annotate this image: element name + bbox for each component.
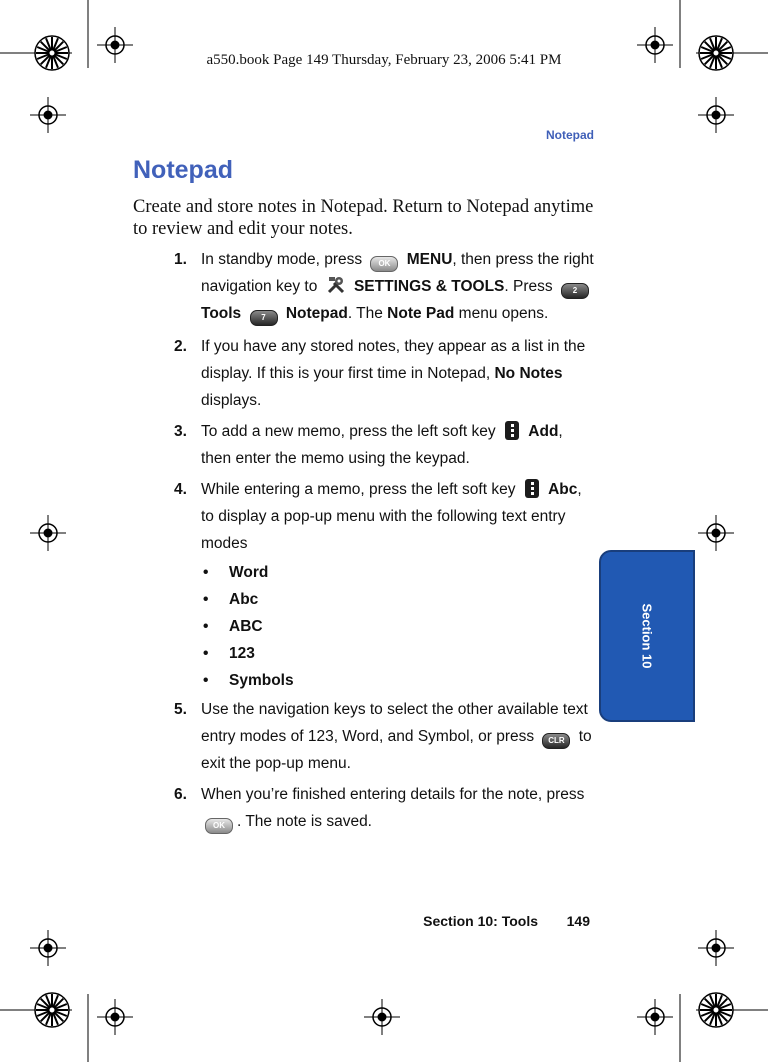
step-5 <box>174 696 594 777</box>
step-text: Use the navigation keys to select the other available text entry modes of 123, Word, and Symbol, or press CLR to exit the pop-up menu. <box>201 701 592 772</box>
step-2 <box>174 333 594 414</box>
section-tab <box>599 550 695 722</box>
ok-key-icon: OK <box>205 818 233 834</box>
text-mode-list <box>201 559 594 694</box>
clr-key-icon: CLR <box>542 733 570 749</box>
step-number: 6. <box>174 786 187 803</box>
step-text: In standby mode, press OK MENU, then press the right navigation key to SETTINGS & TOOLS. Press 2 Tools 7 Notepad. The Note Pad menu opens. <box>201 246 594 327</box>
intro-paragraph: Create and store notes in Notepad. Return to Notepad anytime to review and edit your notes. <box>133 197 594 239</box>
page-number: 149 <box>566 913 590 929</box>
step-6 <box>174 781 594 835</box>
list-item: • 123 <box>201 640 594 667</box>
step-text: If you have any stored notes, they appear as a list in the display. If this is your first time in Notepad, No Notes displays. <box>201 338 586 409</box>
list-item: • ABC <box>201 613 594 640</box>
key-2-icon: 2 <box>561 283 589 299</box>
step-number: 1. <box>174 251 187 268</box>
step-text: While entering a memo, press the left soft key Abc, to display a pop-up menu with the following text entry modes <box>201 481 582 552</box>
step-number: 4. <box>174 481 187 498</box>
section-tab-label: Section 10 <box>639 603 655 669</box>
steps-list <box>174 246 594 835</box>
list-item: • Abc <box>201 586 594 613</box>
running-head: Notepad <box>546 128 594 142</box>
step-4 <box>174 476 594 557</box>
settings-tools-icon <box>326 275 346 295</box>
step-text: To add a new memo, press the left soft key Add, then enter the memo using the keypad. <box>201 423 563 467</box>
ok-key-icon: OK <box>370 256 398 272</box>
step-number: 2. <box>174 338 187 355</box>
step-3 <box>174 418 594 472</box>
page-title: Notepad <box>133 156 233 184</box>
footer-section-title: Section 10: Tools <box>423 913 538 929</box>
step-number: 3. <box>174 423 187 440</box>
list-item: • Word <box>201 559 594 586</box>
left-softkey-icon <box>525 479 539 498</box>
book-header: a550.book Page 149 Thursday, February 23, 2006 5:41 PM <box>206 52 562 68</box>
step-1 <box>174 246 594 327</box>
list-item: • Symbols <box>201 667 594 694</box>
step-number: 5. <box>174 701 187 718</box>
left-softkey-icon <box>505 421 519 440</box>
step-text: When you’re finished entering details for the note, press OK . The note is saved. <box>201 781 594 835</box>
key-7-icon: 7 <box>250 310 278 326</box>
